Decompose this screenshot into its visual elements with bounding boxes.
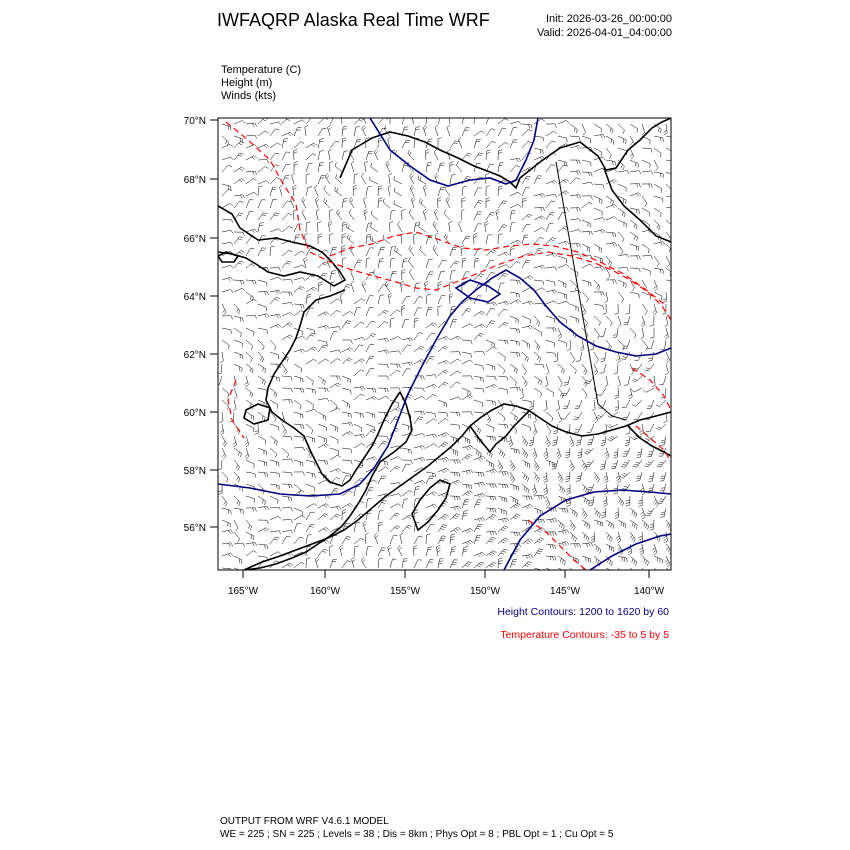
init-time: Init: 2026-03-26_00:00:00 (546, 13, 672, 25)
lon-label-140: 140°W (633, 586, 665, 597)
lat-label-60: 60°N (183, 408, 206, 419)
height-contour-southeast-2 (590, 534, 671, 570)
seward-peninsula-coast (218, 206, 345, 286)
latitude-axis (210, 120, 218, 527)
canadian-coast (604, 168, 671, 242)
lat-label-58: 58°N (183, 466, 206, 477)
temperature-contour-west (226, 122, 671, 320)
lat-label-56: 56°N (183, 523, 206, 534)
lon-label-165: 165°W (227, 586, 259, 597)
lon-label-150: 150°W (469, 586, 501, 597)
lat-label-64: 64°N (183, 292, 206, 303)
variable-winds: Winds (kts) (221, 90, 276, 102)
lon-label-160: 160°W (309, 586, 341, 597)
valid-time: Valid: 2026-04-01_04:00:00 (537, 27, 672, 39)
lon-label-155: 155°W (389, 586, 421, 597)
wind-barbs (215, 113, 677, 579)
temperature-contour-east (632, 368, 671, 410)
longitude-axis (243, 570, 649, 578)
height-contours-note: Height Contours: 1200 to 1620 by 60 (497, 606, 669, 618)
model-footer-line2: WE = 225 ; SN = 225 ; Levels = 38 ; Dis = 8km ; Phys Opt = 8 ; PBL Opt = 1 ; Cu Opt = 5 (220, 829, 614, 840)
canada-border (556, 162, 626, 420)
kenai-coast (470, 410, 530, 452)
wind-barb-field (215, 113, 677, 579)
alaska-peninsula-south (244, 404, 671, 570)
lat-label-62: 62°N (183, 350, 206, 361)
height-contour-island (456, 280, 500, 302)
model-footer-line1: OUTPUT FROM WRF V4.6.1 MODEL (220, 816, 389, 827)
nunivak-island (244, 404, 270, 424)
lat-label-68: 68°N (183, 175, 206, 186)
lon-label-145: 145°W (549, 586, 581, 597)
lat-label-66: 66°N (183, 234, 206, 245)
st-lawrence-island (218, 252, 238, 262)
map-area (215, 113, 677, 579)
lat-label-70: 70°N (183, 116, 206, 127)
variable-temperature: Temperature (C) (221, 64, 302, 76)
southeast-coast (628, 426, 671, 456)
temperature-contours-note: Temperature Contours: -35 to 5 by 5 (500, 629, 669, 641)
variable-height: Height (m) (221, 77, 273, 89)
map-title: IWFAQRP Alaska Real Time WRF (217, 10, 490, 30)
height-contour-central (360, 270, 671, 484)
